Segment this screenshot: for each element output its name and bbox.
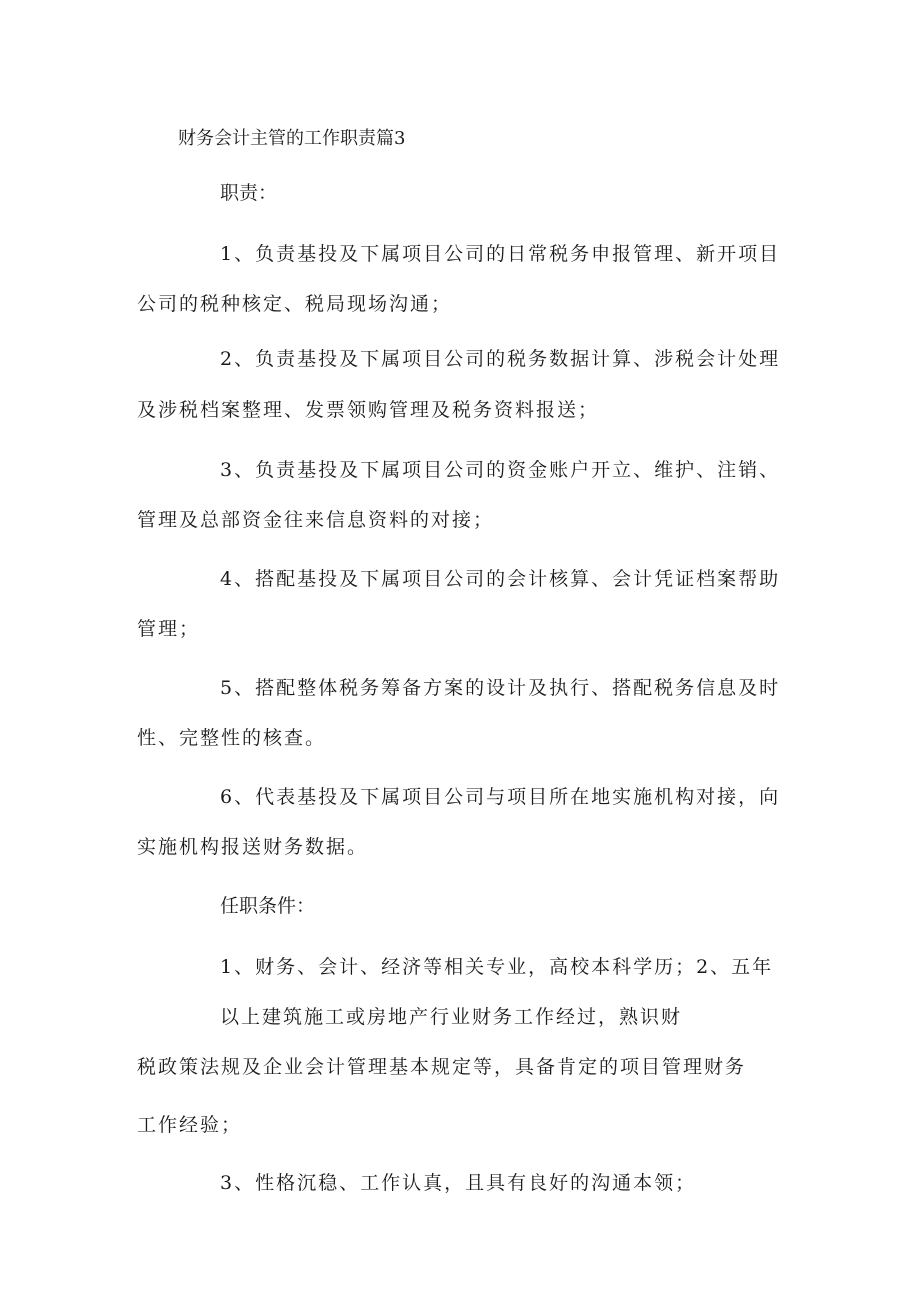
duty-item-6-line2: 实施机构报送财务数据。: [137, 836, 369, 858]
duty-item-6-line1: 6、代表基投及下属项目公司与项目所在地实施机构对接，向: [220, 786, 781, 808]
duty-item-2-line1: 2、负责基投及下属项目公司的税务数据计算、涉税会计处理: [220, 348, 781, 370]
duty-item-1-line1: 1、负责基投及下属项目公司的日常税务申报管理、新开项目: [220, 243, 781, 265]
duty-item-3-line1: 3、负责基投及下属项目公司的资金账户开立、维护、注销、: [220, 459, 781, 481]
duty-item-4-line2: 管理；: [137, 618, 201, 640]
duty-item-3-line2: 管理及总部资金往来信息资料的对接；: [137, 509, 495, 531]
requirement-item-2-line1: 3、性格沉稳、工作认真，且具有良好的沟通本领；: [220, 1172, 697, 1194]
duty-item-2-line2: 及涉税档案整理、发票领购管理及税务资料报送；: [137, 399, 600, 421]
duty-item-4-line1: 4、搭配基投及下属项目公司的会计核算、会计凭证档案帮助: [220, 568, 781, 590]
requirement-item-1-line3: 税政策法规及企业会计管理基本规定等，具备肯定的项目管理财务: [137, 1056, 747, 1078]
requirement-item-1-line4: 工作经验；: [137, 1114, 243, 1136]
section-heading-duties: 职责：: [220, 182, 278, 204]
duty-item-1-line2: 公司的税种核定、税局现场沟通；: [137, 293, 453, 315]
requirement-item-1-line2: 以上建筑施工或房地产行业财务工作经过，熟识财: [220, 1006, 683, 1028]
document-title: 财务会计主管的工作职责篇3: [178, 128, 406, 149]
requirement-item-1-line1: 1、财务、会计、经济等相关专业，高校本科学历；2、五年: [220, 956, 774, 978]
section-heading-requirements: 任职条件：: [220, 895, 316, 917]
duty-item-5-line2: 性、完整性的核查。: [137, 727, 327, 749]
duty-item-5-line1: 5、搭配整体税务筹备方案的设计及执行、搭配税务信息及时: [220, 677, 781, 699]
